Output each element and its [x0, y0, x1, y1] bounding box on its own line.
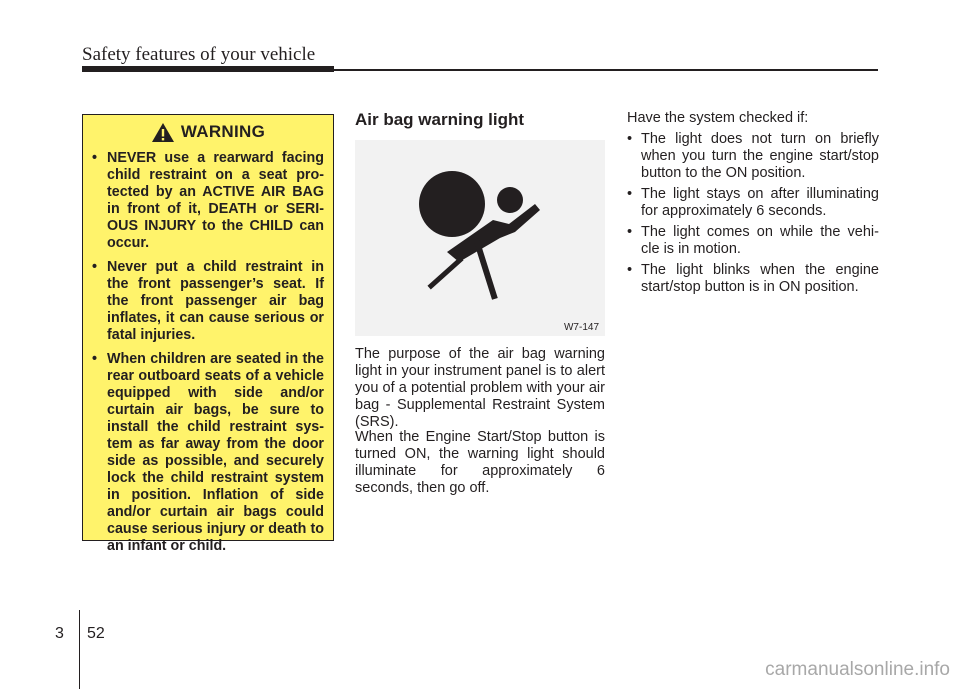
airbag-warning-icon [355, 140, 605, 336]
bullet-mark: • [627, 224, 633, 240]
check-item-text: The light stays on after illuminating for approximately 6 seconds. [641, 186, 879, 219]
warning-list [92, 150, 324, 562]
airbag-illustration [355, 140, 605, 336]
check-item-text: The light does not turn on briefly when you turn the engine start/stop button to the ON position. [641, 131, 879, 181]
chapter-number: 3 [55, 625, 64, 642]
warning-triangle-icon [151, 122, 175, 143]
warning-item [92, 150, 324, 252]
bullet-mark: • [92, 150, 98, 166]
check-item [627, 131, 879, 182]
bullet-mark: • [92, 351, 98, 367]
warning-item [92, 259, 324, 344]
footer-divider [79, 610, 80, 689]
watermark-text: carmanualsonline.info [765, 659, 950, 680]
check-item-text: The light comes on while the vehi- cle is in motion. [641, 224, 879, 257]
warning-item-text: Never put a child restraint in the front passenger’s seat. If the front passenger air bag inflates, it can cause serious or fatal injuries. [107, 259, 324, 343]
warning-title: WARNING [180, 122, 266, 141]
warning-header [92, 120, 324, 144]
page-number: 52 [87, 625, 105, 642]
bullet-mark: • [627, 262, 633, 278]
warning-item-text: When children are seated in the rear outboard seats of a vehicle equipped with side and/or curtain air bags, be sure to install the child restraint sys- tem as far away from the door side as possible, and securely lock the child restraint system in position. Inflation of side and/or curtain air bags could cause serious injury or death to an infant or child. [107, 351, 324, 554]
bullet-mark: • [92, 259, 98, 275]
figure-caption: W7-147 [563, 322, 599, 333]
check-item [627, 262, 879, 296]
section-heading: Air bag warning light [355, 110, 525, 129]
warning-item-text: NEVER use a rearward facing child restraint on a seat pro- tected by an ACTIVE AIR BAG in front of it, DEATH or SERI- OUS INJURY to the CHILD can occur. [107, 150, 324, 251]
checks-column [627, 110, 879, 300]
checks-intro: Have the system checked if: [627, 110, 809, 126]
bullet-mark: • [627, 131, 633, 147]
checks-list [627, 131, 879, 296]
check-item-text: The light blinks when the engine start/stop button is in ON position. [641, 262, 879, 295]
page-header-title: Safety features of your vehicle [82, 44, 316, 65]
warning-item [92, 351, 324, 555]
header-rule-thin [334, 69, 878, 71]
header-rule-thick [82, 66, 334, 72]
check-item [627, 224, 879, 258]
body-paragraph: The purpose of the air bag warning light in your instrument panel is to alert you of a potential problem with your air bag - Supplemental Restraint System (SRS). [355, 346, 605, 430]
body-paragraph: When the Engine Start/Stop button is turned ON, the warning light should illuminate for approximately 6 seconds, then go off. [355, 429, 605, 496]
check-item [627, 186, 879, 220]
bullet-mark: • [627, 186, 633, 202]
